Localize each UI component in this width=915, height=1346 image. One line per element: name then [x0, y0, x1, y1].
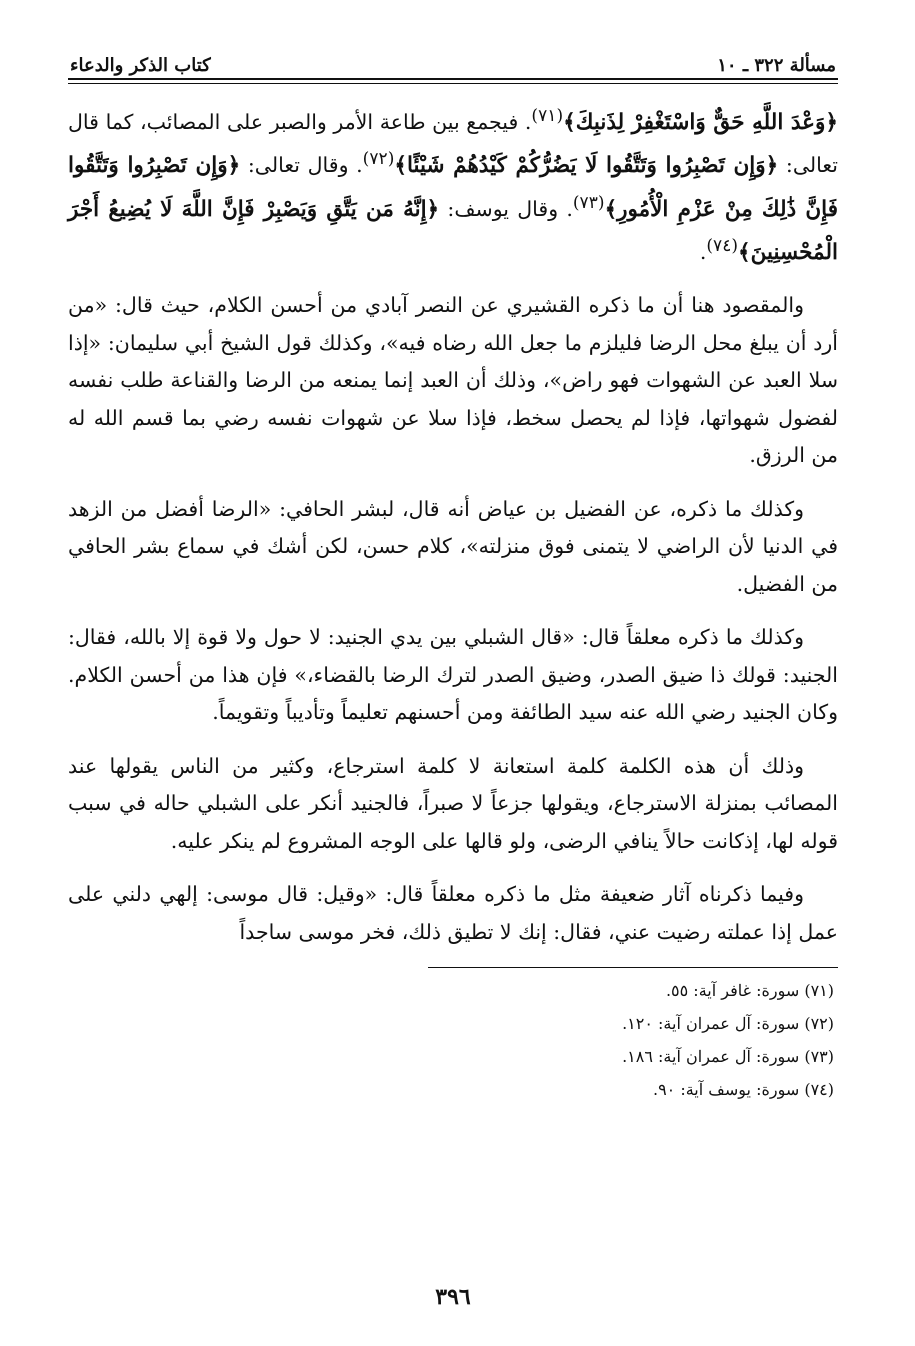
footnote-ref: (٧٣)	[572, 192, 605, 213]
paragraph-3: وكذلك ما ذكره، عن الفضيل بن عياض أنه قال، لبشر الحافي: «الرضا أفضل من الزهد في الدنيا لأن الراضي لا يتمنى فوق منزلته»، كلام حسن، لكن أشك في سماع بشر الحافي من الفضيل.	[68, 496, 838, 596]
footnote-ref: (٧٤)	[706, 235, 739, 256]
footnote-73: (٧٣) سورة: آل عمران آية: ١٨٦.	[622, 1047, 834, 1067]
footnote-74: (٧٤) سورة: يوسف آية: ٩٠.	[652, 1080, 834, 1100]
running-header	[68, 42, 838, 76]
quran-verse: ﴿وَعْدَ اللَّهِ حَقٌّ وَاسْتَغْفِرْ لِذَنبِكَ﴾	[563, 109, 838, 135]
header-rule	[68, 78, 838, 84]
footnote-ref: (٧١)	[531, 106, 564, 126]
paragraph-2: والمقصود هنا أن ما ذكره القشيري عن النصر آبادي من أحسن الكلام، حيث قال: «من أرد أن يبلغ محل الرضا فليلزم ما جعل الله رضاه فيه»، وكذلك قول الشيخ أبي سليمان: «إذا سلا العبد عن الشهوات فهو راض»، وذلك أن العبد إنما يمنعه من الرضا والقناعة طلب نفسه لفضول شهواتها، فإذا لم يحصل سخط، فإذا سلا عن شهوات نفسه رضي بما قسم الله له من الرزق.	[68, 293, 838, 468]
paragraph-5: وذلك أن هذه الكلمة كلمة استعانة لا كلمة استرجاع، وكثير من الناس يقولها عند المصائب بمنزلة الاسترجاع، ويقولها جزعاً لا صبراً، فالجنيد أنكر على الشبلي حاله في سبب قوله لها، إذكانت حالاً ينافي الرضى، ولو قالها على الوجه المشروع لم ينكر عليه.	[68, 753, 838, 853]
header-book-title: كتاب الذكر والدعاء	[70, 55, 211, 76]
paragraph-6: وفيما ذكرناه آثار ضعيفة مثل ما ذكره معلقاً قال: «وقيل: قال موسى: إلهي دلني على عمل إذا عملته رضيت عني، فقال: إنك لا تطيق ذلك، فخر موسى ساجداً	[68, 882, 838, 944]
paragraph-1	[68, 98, 838, 271]
paragraph-4: وكذلك ما ذكره معلقاً قال: «قال الشبلي بين يدي الجنيد: لا حول ولا قوة إلا بالله، فقال: الجنيد: قولك ذا ضيق الصدر، وضيق الصدر لترك الرضا بالقضاء،» فإن هذا من أحسن الكلام. وكان الجنيد رضي الله عنه سيد الطائفة ومن أحسنهم تعليماً وتأديباً وتقويماً.	[68, 625, 838, 725]
paragraph-text: . فيجمع بين طاعة الأمر والصبر على المصائب، كما قال تعالى:	[68, 109, 838, 178]
paragraph-text: . وقال تعالى:	[240, 153, 363, 178]
footnote-rule	[428, 967, 838, 968]
quran-verse: ﴿وَإِن تَصْبِرُوا وَتَتَّقُوا لَا يَضُرُّكُمْ كَيْدُهُمْ شَيْئًا﴾	[394, 153, 779, 179]
paragraph-text: . وقال يوسف:	[439, 196, 573, 221]
footnote-72: (٧٢) سورة: آل عمران آية: ١٢٠.	[622, 1014, 834, 1034]
paragraph-text: .	[699, 239, 707, 264]
page-number: ٣٩٦	[435, 1284, 471, 1310]
book-page	[68, 42, 838, 1332]
footnote-71: (٧١) سورة: غافر آية: ٥٥.	[665, 981, 834, 1001]
footnote-ref: (٧٢)	[362, 149, 395, 170]
quran-verse: ﴿إِنَّهُ مَن يَتَّقِ وَيَصْبِرْ فَإِنَّ اللَّهَ لَا يُضِيعُ أَجْرَ الْمُحْسِنِينَ﴾	[68, 196, 838, 265]
footnotes	[68, 974, 838, 1106]
quran-verse: ﴿وَإِن تَصْبِرُوا وَتَتَّقُوا فَإِنَّ ذَٰلِكَ مِنْ عَزْمِ الْأُمُورِ﴾	[68, 153, 838, 222]
header-issue-number: مسألة ٣٢٢ ـ ١٠	[717, 55, 836, 76]
main-text	[68, 98, 838, 951]
